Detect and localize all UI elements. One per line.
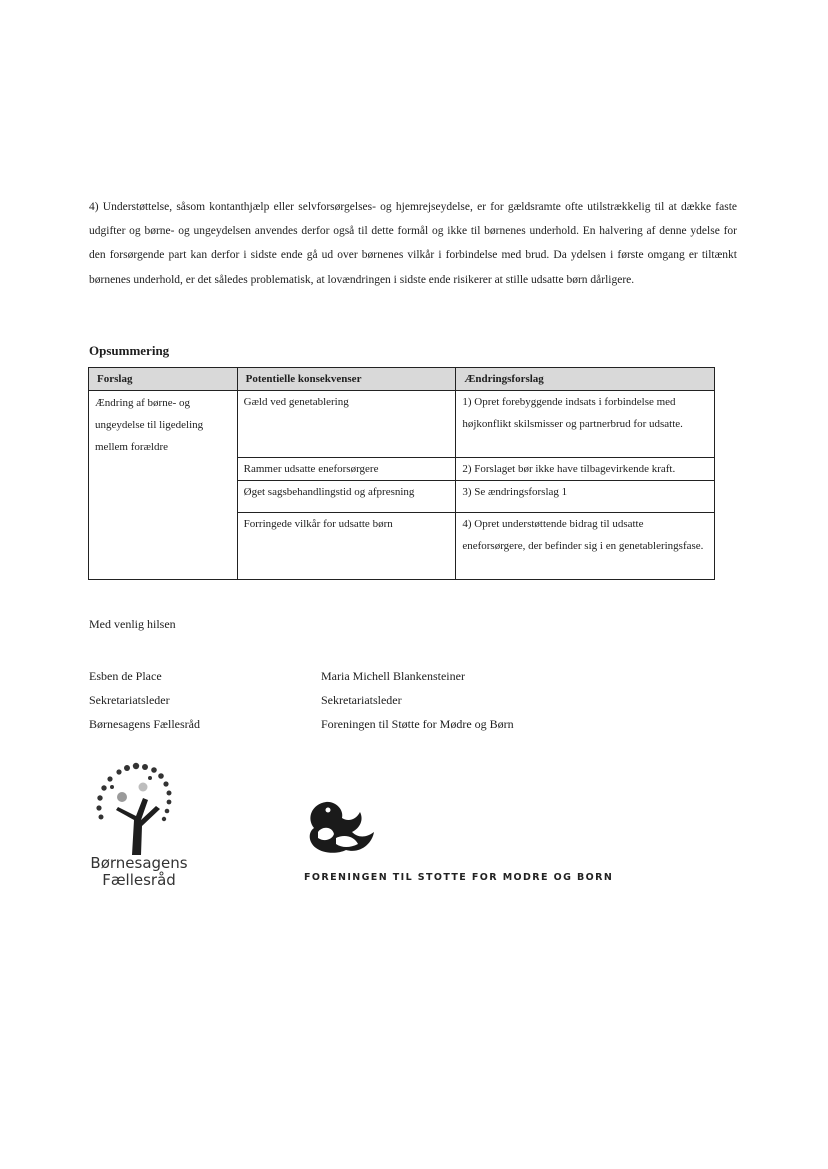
signatory-right [321,664,514,736]
change-cell: 4) Opret understøttende bidrag til udsatte eneforsørgere, der befinder sig i en genetableringsfase. [456,513,715,580]
table-row [89,391,715,458]
closing-greeting: Med venlig hilsen [89,617,176,631]
signatory-name: Maria Michell Blankensteiner [321,669,465,683]
change-cell: 1) Opret forebyggende indsats i forbindelse med højkonflikt skilsmisser og partnerbrud for udsatte. [456,391,715,458]
signatory-title: Sekretariatsleder [321,693,402,707]
table-header-row [89,368,715,391]
consequence-cell: Forringede vilkår for udsatte børn [237,513,456,580]
header-aendringsforslag: Ændringsforslag [456,368,715,391]
proposal-cell: Ændring af børne- og ungeydelse til ligedeling mellem forældre [89,391,238,580]
signatory-left [89,664,200,736]
change-cell: 3) Se ændringsforslag 1 [456,481,715,513]
paragraph-4: 4) Understøttelse, såsom kontanthjælp eller selvforsørgelses- og hjemrejseydelse, er for gældsramte ofte utilstrækkelig til at dække faste udgifter og børne- og ungeydelsen anvendes derfor også til dette formål og ikke til børnenes underhold. En halvering af denne ydelse for den forsørgende part kan derfor i sidste ende gå ud over børnenes vilkår i forbindelse med brud. Da ydelsen i første omgang er tiltænkt børnenes underhold, er det således problematisk, at lovændringen i sidste ende risikerer at stille udsatte børn dårligere. [89,201,737,286]
mother-child-bird-logo-icon [304,798,376,860]
consequence-cell: Rammer udsatte eneforsørgere [237,458,456,481]
signatory-name: Esben de Place [89,669,162,683]
logo-right-text: FORENINGEN TIL STOTTE FOR MODRE OG BORN [304,872,614,883]
header-konsekvenser: Potentielle konsekvenser [237,368,456,391]
summary-table [88,367,715,580]
signatory-title: Sekretariatsleder [89,693,170,707]
signatory-organization: Foreningen til Støtte for Mødre og Børn [321,717,514,731]
header-forslag: Forslag [89,368,238,391]
signatory-organization: Børnesagens Fællesråd [89,717,200,731]
logo-left-text: Børnesagens Fællesråd [90,854,188,889]
change-cell: 2) Forslaget bør ikke have tilbagevirkende kraft. [456,458,715,481]
summary-heading: Opsummering [89,343,170,358]
consequence-cell: Gæld ved genetablering [237,391,456,458]
consequence-cell: Øget sagsbehandlingstid og afpresning [237,481,456,513]
